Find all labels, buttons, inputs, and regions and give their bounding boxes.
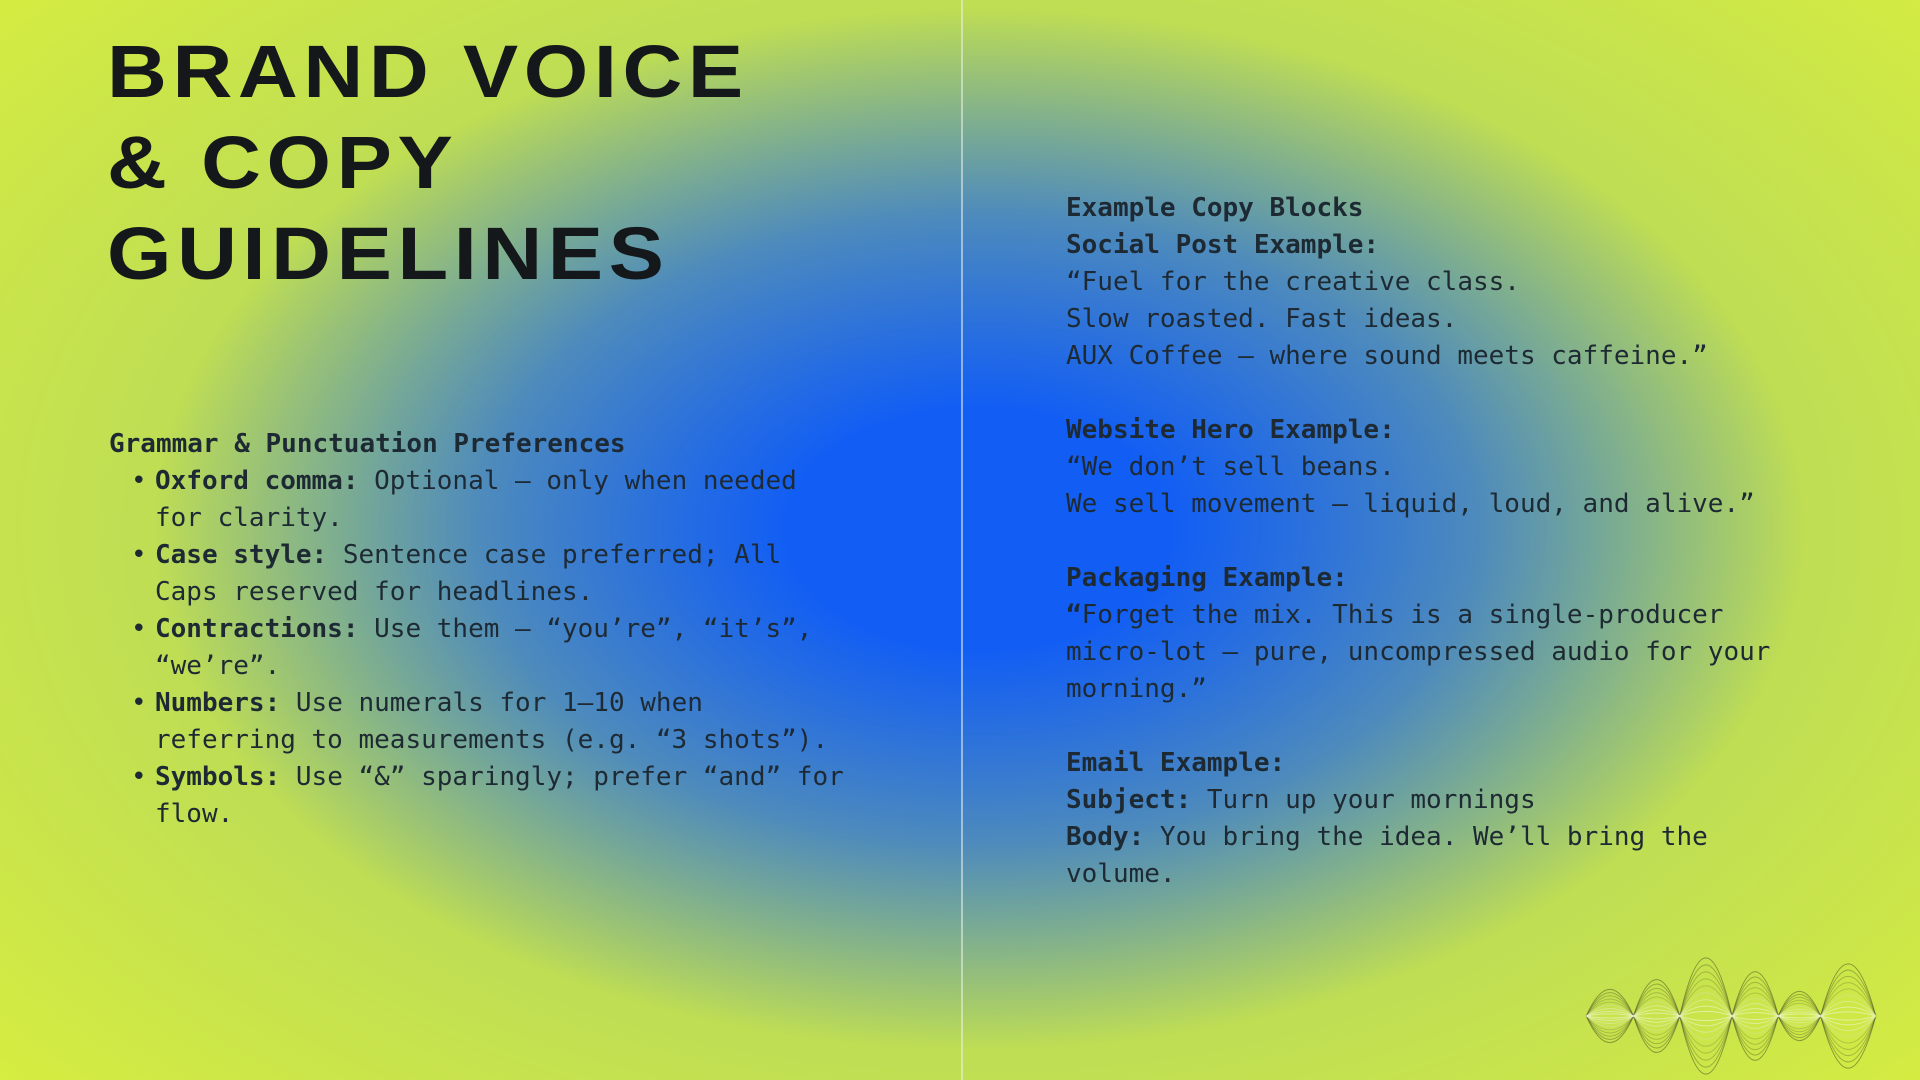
social-post-line: “Fuel for the creative class. <box>1066 267 1520 297</box>
social-post-label: Social Post Example: <box>1066 230 1380 260</box>
grammar-bullet-list <box>109 463 847 833</box>
bullet-label: Contractions: <box>155 614 359 644</box>
email-label: Email Example: <box>1066 748 1286 778</box>
website-hero-line: We sell movement — liquid, loud, and alive.” <box>1066 489 1755 519</box>
email-subject-label: Subject: <box>1066 785 1192 815</box>
website-hero-line: “We don’t sell beans. <box>1066 452 1395 482</box>
page-title <box>107 26 749 299</box>
email-body-line <box>1066 819 1790 893</box>
waveform-icon <box>1580 952 1884 1080</box>
bullet-numbers <box>109 685 847 759</box>
bullet-label: Symbols: <box>155 762 281 792</box>
email-subject-line <box>1066 782 1790 819</box>
social-post-line: Slow roasted. Fast ideas. <box>1066 304 1458 334</box>
bullet-text: Use them — “you’re”, “it’s”, “we’re”. <box>155 614 813 681</box>
bullet-text: Sentence case preferred; All Caps reserved for headlines. <box>155 540 782 607</box>
email-example <box>1066 745 1790 893</box>
packaging-body: Forget the mix. This is a single-producer micro-lot — pure, uncompressed audio for your morning.” <box>1066 600 1771 704</box>
bullet-contractions <box>109 611 847 685</box>
column-divider <box>961 0 963 1080</box>
title-line-3: GUIDELINES <box>107 212 670 295</box>
packaging-lead-quote: “ <box>1066 600 1082 630</box>
website-hero-example <box>1066 412 1790 523</box>
bullet-label: Numbers: <box>155 688 281 718</box>
packaging-text <box>1066 597 1790 708</box>
social-post-example <box>1066 227 1790 375</box>
email-body-label: Body: <box>1066 822 1145 852</box>
grammar-section <box>109 426 847 833</box>
title-line-1: BRAND VOICE <box>107 30 749 113</box>
grammar-heading: Grammar & Punctuation Preferences <box>109 429 626 459</box>
bullet-oxford-comma <box>109 463 847 537</box>
title-line-2: & COPY <box>107 121 459 204</box>
email-body-text: You bring the idea. We’ll bring the volume. <box>1066 822 1708 889</box>
bullet-label: Case style: <box>155 540 328 570</box>
bullet-text: Use numerals for 1–10 when referring to measurements (e.g. “3 shots”). <box>155 688 829 755</box>
social-post-line: AUX Coffee — where sound meets caffeine.” <box>1066 341 1708 371</box>
bullet-text: Optional — only when needed for clarity. <box>155 466 797 533</box>
examples-heading: Example Copy Blocks <box>1066 193 1364 223</box>
website-hero-label: Website Hero Example: <box>1066 415 1395 445</box>
packaging-label: Packaging Example: <box>1066 563 1348 593</box>
bullet-case-style <box>109 537 847 611</box>
bullet-text: Use “&” sparingly; prefer “and” for flow. <box>155 762 844 829</box>
email-subject-text: Turn up your mornings <box>1191 785 1536 815</box>
bullet-symbols <box>109 759 847 833</box>
examples-section <box>1066 190 1790 893</box>
bullet-label: Oxford comma: <box>155 466 359 496</box>
packaging-example <box>1066 560 1790 708</box>
